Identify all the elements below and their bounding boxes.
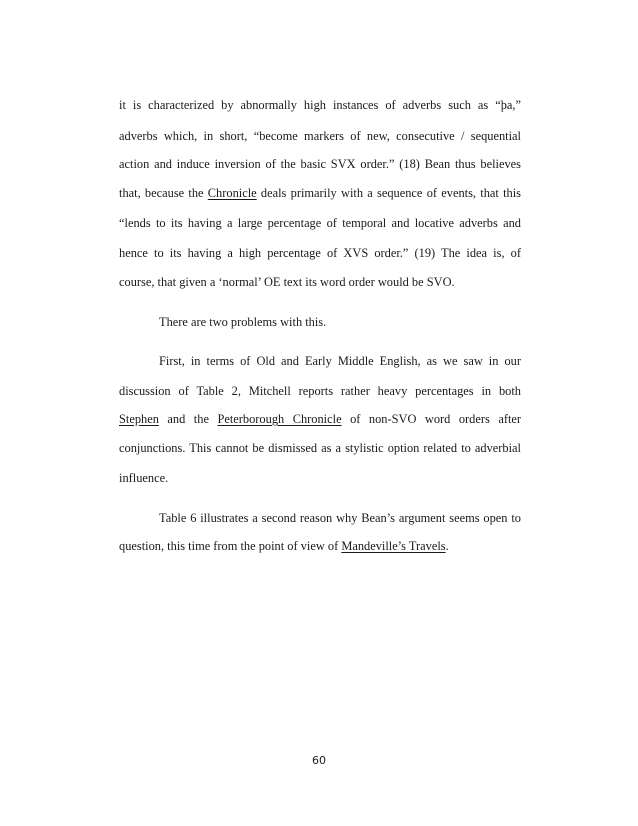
paragraph-3-line-3 (119, 411, 521, 427)
paragraph-2-line-1: There are two problems with this. (159, 315, 327, 329)
work-title-chronicle: Chronicle (207, 186, 257, 200)
text-span: . (445, 539, 449, 553)
work-title-mandevilles-travels: Mandeville’s Travels (341, 539, 446, 553)
paragraph-1-line-5: “lends to its having a large percentage of temporal and locative adverbs and (119, 216, 521, 230)
paragraph-1-line-2: adverbs which, in short, “become markers of new, consecutive / sequential (119, 129, 521, 143)
paragraph-4-line-2 (119, 538, 521, 554)
work-title-peterborough-chronicle: Peterborough Chronicle (217, 412, 342, 426)
paragraph-1-line-4 (119, 185, 521, 201)
work-title-stephen: Stephen (119, 412, 159, 426)
paragraph-4-line-1: Table 6 illustrates a second reason why Bean’s argument seems open to (159, 511, 521, 525)
paragraph-1-line-1: it is characterized by abnormally high instances of adverbs such as “þa,” (119, 98, 521, 112)
paragraph-1-line-3: action and induce inversion of the basic SVX order.” (18) Bean thus believes (119, 157, 521, 171)
paragraph-1-line-6: hence to its having a high percentage of XVS order.” (19) The idea is, of (119, 246, 521, 260)
text-span: question, this time from the point of view of (119, 539, 342, 553)
paragraph-3-line-4: conjunctions. This cannot be dismissed as a stylistic option related to adverbial (119, 441, 521, 455)
text-span: and the (158, 412, 218, 426)
text-span: of non-SVO word orders after (341, 412, 522, 426)
paragraph-1-line-7: course, that given a ‘normal’ OE text its word order would be SVO. (119, 275, 455, 289)
paragraph-3-line-1: First, in terms of Old and Early Middle English, as we saw in our (159, 354, 521, 368)
paragraph-3-line-5: influence. (119, 471, 169, 485)
text-span: that, because the (119, 186, 208, 200)
paragraph-3-line-2: discussion of Table 2, Mitchell reports rather heavy percentages in both (119, 384, 521, 398)
text-span: deals primarily with a sequence of events, that this (256, 186, 522, 200)
page-number: 60 (312, 754, 326, 767)
